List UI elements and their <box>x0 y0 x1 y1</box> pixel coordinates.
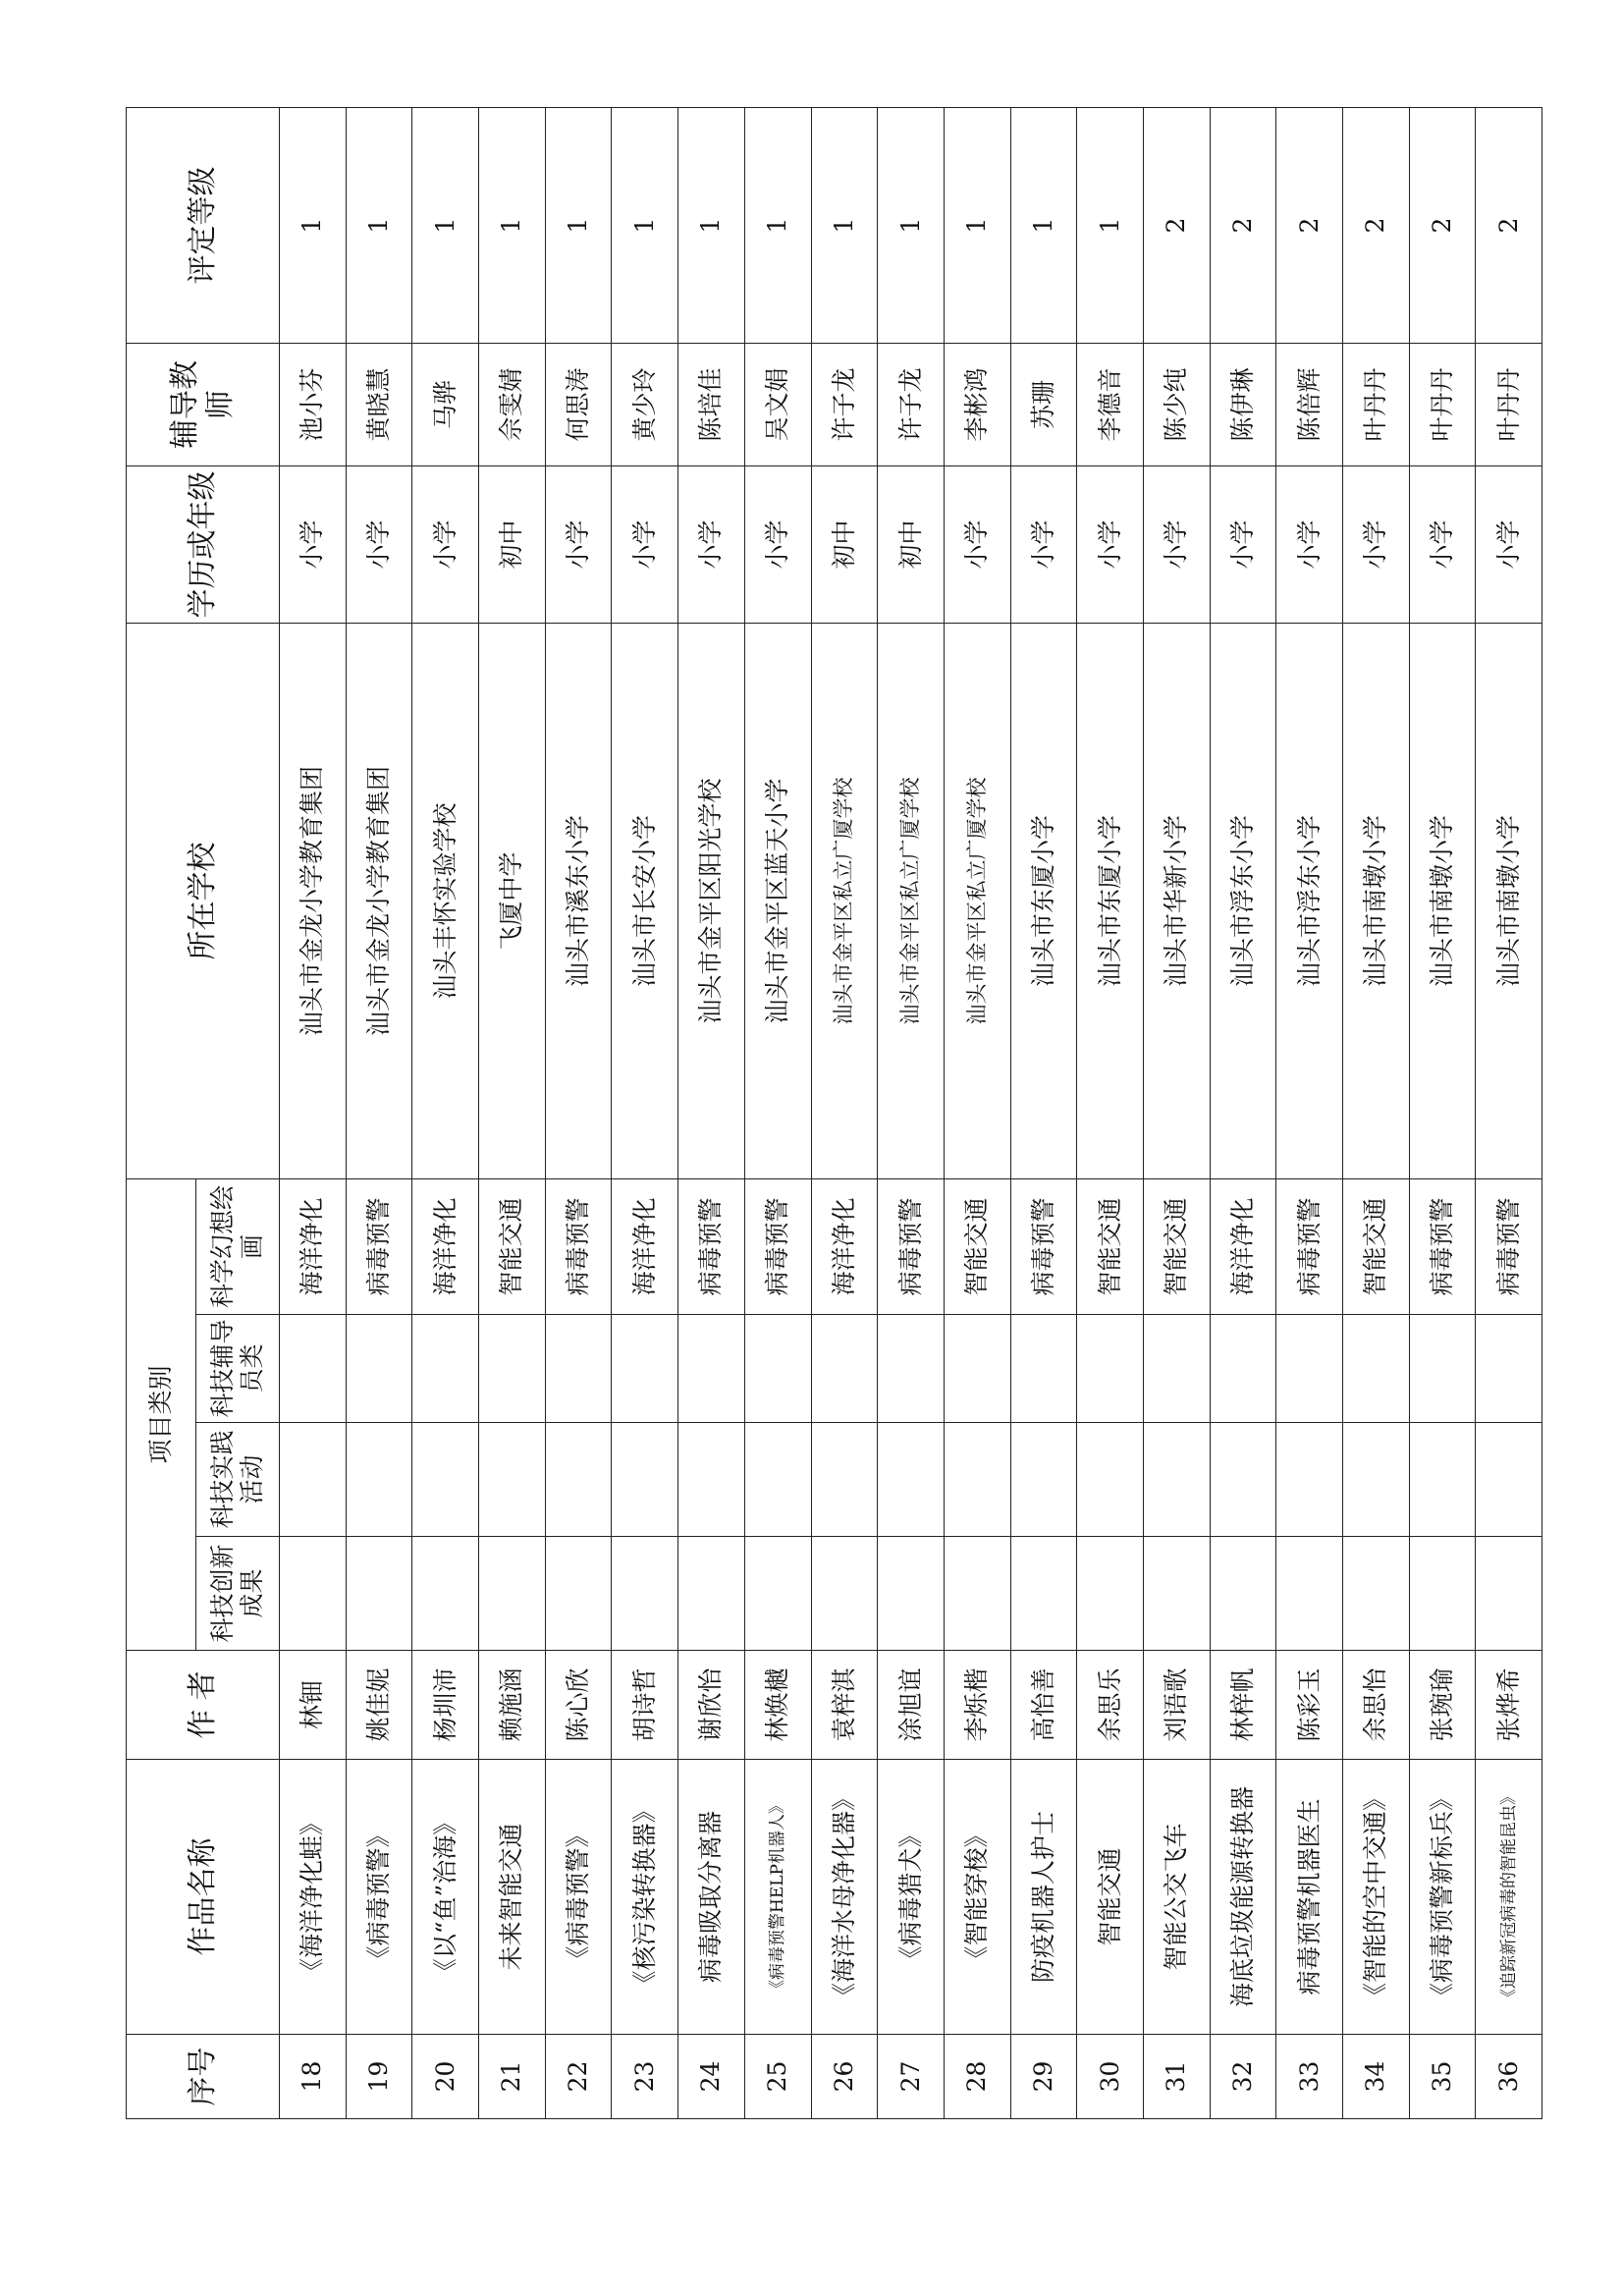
cell-grade: 小学 <box>944 465 1010 623</box>
header-category-group: 项目类别 <box>127 1178 196 1650</box>
cell-cat-practice <box>1343 1423 1410 1537</box>
cell-grade: 小学 <box>1409 465 1476 623</box>
header-cat-counselor: 科技辅导员类 <box>196 1315 280 1423</box>
cell-cat-counselor <box>479 1315 546 1423</box>
cell-work-name: 海底垃圾能源转换器 <box>1210 1760 1276 2035</box>
cell-cat-sci-fi-painting: 病毒预警 <box>1276 1178 1343 1314</box>
cell-school: 汕头丰怀实验学校 <box>412 623 479 1178</box>
cell-rating: 2 <box>1210 107 1276 343</box>
cell-cat-innovation <box>1143 1537 1210 1651</box>
cell-author: 林焕樾 <box>744 1651 811 1760</box>
table-row <box>545 107 612 2118</box>
cell-cat-sci-fi-painting: 病毒预警 <box>878 1178 945 1314</box>
cell-work-name: 《海洋水母净化器》 <box>811 1760 878 2035</box>
cell-seq: 19 <box>346 2035 412 2119</box>
cell-teacher: 马骅 <box>412 343 479 465</box>
cell-cat-counselor <box>1476 1315 1542 1423</box>
cell-grade: 小学 <box>612 465 678 623</box>
cell-cat-practice <box>1476 1423 1542 1537</box>
cell-school: 汕头市长安小学 <box>612 623 678 1178</box>
cell-school: 汕头市金平区阳光学校 <box>678 623 745 1178</box>
cell-author: 余思怡 <box>1343 1651 1410 1760</box>
cell-cat-sci-fi-painting: 病毒预警 <box>545 1178 612 1314</box>
cell-school: 飞厦中学 <box>479 623 546 1178</box>
table-row <box>1210 107 1276 2118</box>
cell-school: 汕头市浮东小学 <box>1276 623 1343 1178</box>
cell-teacher: 池小芬 <box>280 343 347 465</box>
cell-cat-counselor <box>678 1315 745 1423</box>
table-row <box>1476 107 1542 2118</box>
cell-seq: 28 <box>944 2035 1010 2119</box>
cell-teacher: 吴文娟 <box>744 343 811 465</box>
header-cat-innovation: 科技创新成果 <box>196 1537 280 1651</box>
cell-work-name: 《智能的空中交通》 <box>1343 1760 1410 2035</box>
cell-school: 汕头市东厦小学 <box>1077 623 1144 1178</box>
cell-teacher: 何思涛 <box>545 343 612 465</box>
cell-school: 汕头市浮东小学 <box>1210 623 1276 1178</box>
rotated-award-table-page <box>126 108 1523 2119</box>
cell-cat-sci-fi-painting: 海洋净化 <box>811 1178 878 1314</box>
cell-cat-counselor <box>1276 1315 1343 1423</box>
cell-rating: 2 <box>1276 107 1343 343</box>
cell-cat-sci-fi-painting: 智能交通 <box>1077 1178 1144 1314</box>
cell-cat-counselor <box>280 1315 347 1423</box>
cell-cat-counselor <box>1210 1315 1276 1423</box>
table-row <box>612 107 678 2118</box>
header-grade: 学历或年级 <box>127 465 280 623</box>
cell-work-name: 智能公交飞车 <box>1143 1760 1210 2035</box>
cell-author: 张琬瑜 <box>1409 1651 1476 1760</box>
cell-seq: 21 <box>479 2035 546 2119</box>
cell-cat-practice <box>744 1423 811 1537</box>
cell-cat-practice <box>346 1423 412 1537</box>
cell-grade: 初中 <box>811 465 878 623</box>
table-row <box>811 107 878 2118</box>
cell-cat-practice <box>412 1423 479 1537</box>
cell-grade: 小学 <box>1010 465 1077 623</box>
table-row <box>1409 107 1476 2118</box>
cell-seq: 32 <box>1210 2035 1276 2119</box>
cell-school: 汕头市华新小学 <box>1143 623 1210 1178</box>
cell-work-name: 《病毒猎犬》 <box>878 1760 945 2035</box>
cell-seq: 31 <box>1143 2035 1210 2119</box>
cell-cat-innovation <box>280 1537 347 1651</box>
cell-seq: 29 <box>1010 2035 1077 2119</box>
cell-cat-innovation <box>744 1537 811 1651</box>
cell-teacher: 黄晓慧 <box>346 343 412 465</box>
cell-cat-counselor <box>811 1315 878 1423</box>
cell-grade: 小学 <box>1143 465 1210 623</box>
cell-author: 林梓帆 <box>1210 1651 1276 1760</box>
cell-rating: 2 <box>1409 107 1476 343</box>
cell-rating: 2 <box>1343 107 1410 343</box>
cell-rating: 1 <box>744 107 811 343</box>
header-rating: 评定等级 <box>127 107 280 343</box>
cell-work-name: 《核污染转换器》 <box>612 1760 678 2035</box>
cell-author: 涂旭谊 <box>878 1651 945 1760</box>
cell-cat-sci-fi-painting: 病毒预警 <box>346 1178 412 1314</box>
cell-seq: 26 <box>811 2035 878 2119</box>
cell-teacher: 叶丹丹 <box>1343 343 1410 465</box>
cell-school: 汕头市金龙小学教育集团 <box>346 623 412 1178</box>
cell-cat-sci-fi-painting: 智能交通 <box>1143 1178 1210 1314</box>
table-row <box>678 107 745 2118</box>
cell-cat-innovation <box>1476 1537 1542 1651</box>
cell-cat-counselor <box>878 1315 945 1423</box>
cell-author: 高怡善 <box>1010 1651 1077 1760</box>
header-cat-practice: 科技实践活动 <box>196 1423 280 1537</box>
cell-author: 袁梓淇 <box>811 1651 878 1760</box>
cell-cat-innovation <box>412 1537 479 1651</box>
cell-cat-innovation <box>545 1537 612 1651</box>
cell-author: 刘语歌 <box>1143 1651 1210 1760</box>
cell-cat-counselor <box>346 1315 412 1423</box>
cell-grade: 小学 <box>1210 465 1276 623</box>
cell-work-name: 《病毒预警》 <box>346 1760 412 2035</box>
cell-grade: 小学 <box>1343 465 1410 623</box>
cell-cat-innovation <box>811 1537 878 1651</box>
cell-cat-sci-fi-painting: 病毒预警 <box>678 1178 745 1314</box>
table-row <box>878 107 945 2118</box>
header-teacher: 辅导教师 <box>127 343 280 465</box>
cell-cat-sci-fi-painting: 海洋净化 <box>412 1178 479 1314</box>
table-row <box>1276 107 1343 2118</box>
table-row <box>1077 107 1144 2118</box>
table-row <box>1343 107 1410 2118</box>
cell-author: 赖施涵 <box>479 1651 546 1760</box>
cell-work-name: 《海洋净化蛙》 <box>280 1760 347 2035</box>
cell-cat-counselor <box>545 1315 612 1423</box>
cell-teacher: 许子龙 <box>878 343 945 465</box>
cell-work-name: 《追踪新冠病毒的智能昆虫》 <box>1476 1760 1542 2035</box>
cell-work-name: 《智能穿梭》 <box>944 1760 1010 2035</box>
cell-grade: 小学 <box>1077 465 1144 623</box>
cell-cat-practice <box>545 1423 612 1537</box>
cell-rating: 2 <box>1143 107 1210 343</box>
cell-cat-sci-fi-painting: 海洋净化 <box>612 1178 678 1314</box>
cell-grade: 初中 <box>878 465 945 623</box>
cell-school: 汕头市金平区蓝天小学 <box>744 623 811 1178</box>
cell-grade: 小学 <box>678 465 745 623</box>
cell-cat-counselor <box>1409 1315 1476 1423</box>
cell-seq: 24 <box>678 2035 745 2119</box>
cell-cat-sci-fi-painting: 智能交通 <box>479 1178 546 1314</box>
cell-cat-counselor <box>1343 1315 1410 1423</box>
cell-rating: 1 <box>612 107 678 343</box>
cell-school: 汕头市金平区私立广厦学校 <box>944 623 1010 1178</box>
cell-cat-innovation <box>1010 1537 1077 1651</box>
cell-school: 汕头市金龙小学教育集团 <box>280 623 347 1178</box>
cell-seq: 35 <box>1409 2035 1476 2119</box>
table-row <box>479 107 546 2118</box>
cell-school: 汕头市南墩小学 <box>1409 623 1476 1178</box>
cell-seq: 23 <box>612 2035 678 2119</box>
cell-grade: 小学 <box>545 465 612 623</box>
cell-cat-practice <box>479 1423 546 1537</box>
cell-teacher: 陈少纯 <box>1143 343 1210 465</box>
cell-rating: 1 <box>545 107 612 343</box>
cell-school: 汕头市金平区私立广厦学校 <box>878 623 945 1178</box>
cell-work-name: 病毒吸取分离器 <box>678 1760 745 2035</box>
cell-cat-practice <box>1210 1423 1276 1537</box>
table-body <box>280 107 1542 2118</box>
table-row <box>1010 107 1077 2118</box>
cell-cat-practice <box>1077 1423 1144 1537</box>
cell-grade: 小学 <box>412 465 479 623</box>
cell-cat-sci-fi-painting: 病毒预警 <box>1476 1178 1542 1314</box>
cell-cat-sci-fi-painting: 病毒预警 <box>1010 1178 1077 1314</box>
cell-rating: 1 <box>479 107 546 343</box>
cell-work-name: 病毒预警机器医生 <box>1276 1760 1343 2035</box>
cell-cat-sci-fi-painting: 海洋净化 <box>280 1178 347 1314</box>
table-row <box>346 107 412 2118</box>
table-row <box>744 107 811 2118</box>
cell-rating: 1 <box>346 107 412 343</box>
cell-author: 余思乐 <box>1077 1651 1144 1760</box>
table-row <box>1143 107 1210 2118</box>
cell-author: 陈心欣 <box>545 1651 612 1760</box>
cell-cat-practice <box>944 1423 1010 1537</box>
cell-cat-innovation <box>878 1537 945 1651</box>
cell-school: 汕头市金平区私立广厦学校 <box>811 623 878 1178</box>
header-seq: 序号 <box>127 2035 280 2119</box>
cell-seq: 25 <box>744 2035 811 2119</box>
cell-cat-sci-fi-painting: 病毒预警 <box>744 1178 811 1314</box>
cell-teacher: 叶丹丹 <box>1409 343 1476 465</box>
cell-rating: 2 <box>1476 107 1542 343</box>
cell-grade: 小学 <box>1276 465 1343 623</box>
cell-seq: 34 <box>1343 2035 1410 2119</box>
cell-work-name: 《病毒预警新标兵》 <box>1409 1760 1476 2035</box>
cell-cat-practice <box>1010 1423 1077 1537</box>
cell-rating: 1 <box>678 107 745 343</box>
cell-cat-innovation <box>346 1537 412 1651</box>
cell-cat-counselor <box>612 1315 678 1423</box>
cell-cat-innovation <box>944 1537 1010 1651</box>
cell-cat-practice <box>811 1423 878 1537</box>
table-row <box>412 107 479 2118</box>
cell-author: 姚佳妮 <box>346 1651 412 1760</box>
cell-rating: 1 <box>878 107 945 343</box>
cell-seq: 22 <box>545 2035 612 2119</box>
table-row <box>280 107 347 2118</box>
cell-cat-practice <box>1409 1423 1476 1537</box>
cell-cat-counselor <box>944 1315 1010 1423</box>
cell-school: 汕头市东厦小学 <box>1010 623 1077 1178</box>
cell-cat-innovation <box>678 1537 745 1651</box>
cell-cat-practice <box>612 1423 678 1537</box>
cell-rating: 1 <box>280 107 347 343</box>
cell-cat-practice <box>1276 1423 1343 1537</box>
cell-cat-counselor <box>412 1315 479 1423</box>
cell-grade: 小学 <box>280 465 347 623</box>
cell-work-name: 《病毒预警》 <box>545 1760 612 2035</box>
cell-cat-innovation <box>612 1537 678 1651</box>
cell-school: 汕头市溪东小学 <box>545 623 612 1178</box>
cell-author: 谢欣怡 <box>678 1651 745 1760</box>
table-row <box>944 107 1010 2118</box>
cell-cat-practice <box>280 1423 347 1537</box>
cell-grade: 小学 <box>346 465 412 623</box>
cell-work-name: 智能交通 <box>1077 1760 1144 2035</box>
cell-work-name: 《以“鱼”治海》 <box>412 1760 479 2035</box>
cell-cat-sci-fi-painting: 海洋净化 <box>1210 1178 1276 1314</box>
cell-grade: 初中 <box>479 465 546 623</box>
cell-seq: 18 <box>280 2035 347 2119</box>
cell-seq: 30 <box>1077 2035 1144 2119</box>
cell-author: 杨圳沛 <box>412 1651 479 1760</box>
header-author: 作 者 <box>127 1651 280 1760</box>
cell-author: 张烨希 <box>1476 1651 1542 1760</box>
cell-cat-innovation <box>1210 1537 1276 1651</box>
cell-rating: 1 <box>811 107 878 343</box>
cell-cat-sci-fi-painting: 智能交通 <box>1343 1178 1410 1314</box>
cell-teacher: 陈倍辉 <box>1276 343 1343 465</box>
header-cat-sci-fi-painting: 科学幻想绘画 <box>196 1178 280 1314</box>
award-list-table <box>126 107 1542 2119</box>
cell-teacher: 许子龙 <box>811 343 878 465</box>
cell-rating: 1 <box>412 107 479 343</box>
header-work-name: 作品名称 <box>127 1760 280 2035</box>
cell-seq: 27 <box>878 2035 945 2119</box>
cell-seq: 20 <box>412 2035 479 2119</box>
cell-teacher: 佘雯婧 <box>479 343 546 465</box>
cell-cat-practice <box>1143 1423 1210 1537</box>
cell-cat-practice <box>678 1423 745 1537</box>
cell-rating: 1 <box>944 107 1010 343</box>
cell-cat-innovation <box>1276 1537 1343 1651</box>
cell-cat-innovation <box>479 1537 546 1651</box>
cell-cat-counselor <box>1077 1315 1144 1423</box>
cell-cat-counselor <box>1010 1315 1077 1423</box>
cell-teacher: 陈培佳 <box>678 343 745 465</box>
cell-cat-sci-fi-painting: 病毒预警 <box>1409 1178 1476 1314</box>
cell-author: 胡诗哲 <box>612 1651 678 1760</box>
cell-author: 李烁楷 <box>944 1651 1010 1760</box>
cell-grade: 小学 <box>1476 465 1542 623</box>
cell-teacher: 李彬鸿 <box>944 343 1010 465</box>
cell-teacher: 叶丹丹 <box>1476 343 1542 465</box>
cell-cat-counselor <box>1143 1315 1210 1423</box>
cell-school: 汕头市南墩小学 <box>1476 623 1542 1178</box>
cell-teacher: 苏珊 <box>1010 343 1077 465</box>
cell-cat-sci-fi-painting: 智能交通 <box>944 1178 1010 1314</box>
cell-rating: 1 <box>1010 107 1077 343</box>
cell-teacher: 黄少玲 <box>612 343 678 465</box>
cell-grade: 小学 <box>744 465 811 623</box>
cell-school: 汕头市南墩小学 <box>1343 623 1410 1178</box>
cell-cat-innovation <box>1343 1537 1410 1651</box>
header-school: 所在学校 <box>127 623 280 1178</box>
cell-teacher: 陈伊琳 <box>1210 343 1276 465</box>
cell-work-name: 未来智能交通 <box>479 1760 546 2035</box>
cell-cat-innovation <box>1409 1537 1476 1651</box>
cell-teacher: 李德音 <box>1077 343 1144 465</box>
cell-author: 陈彩玉 <box>1276 1651 1343 1760</box>
cell-seq: 36 <box>1476 2035 1542 2119</box>
cell-seq: 33 <box>1276 2035 1343 2119</box>
cell-work-name: 防疫机器人护士 <box>1010 1760 1077 2035</box>
cell-cat-innovation <box>1077 1537 1144 1651</box>
cell-author: 林钿 <box>280 1651 347 1760</box>
cell-rating: 1 <box>1077 107 1144 343</box>
cell-work-name: 《病毒预警HELP机器人》 <box>744 1760 811 2035</box>
cell-cat-practice <box>878 1423 945 1537</box>
cell-cat-counselor <box>744 1315 811 1423</box>
